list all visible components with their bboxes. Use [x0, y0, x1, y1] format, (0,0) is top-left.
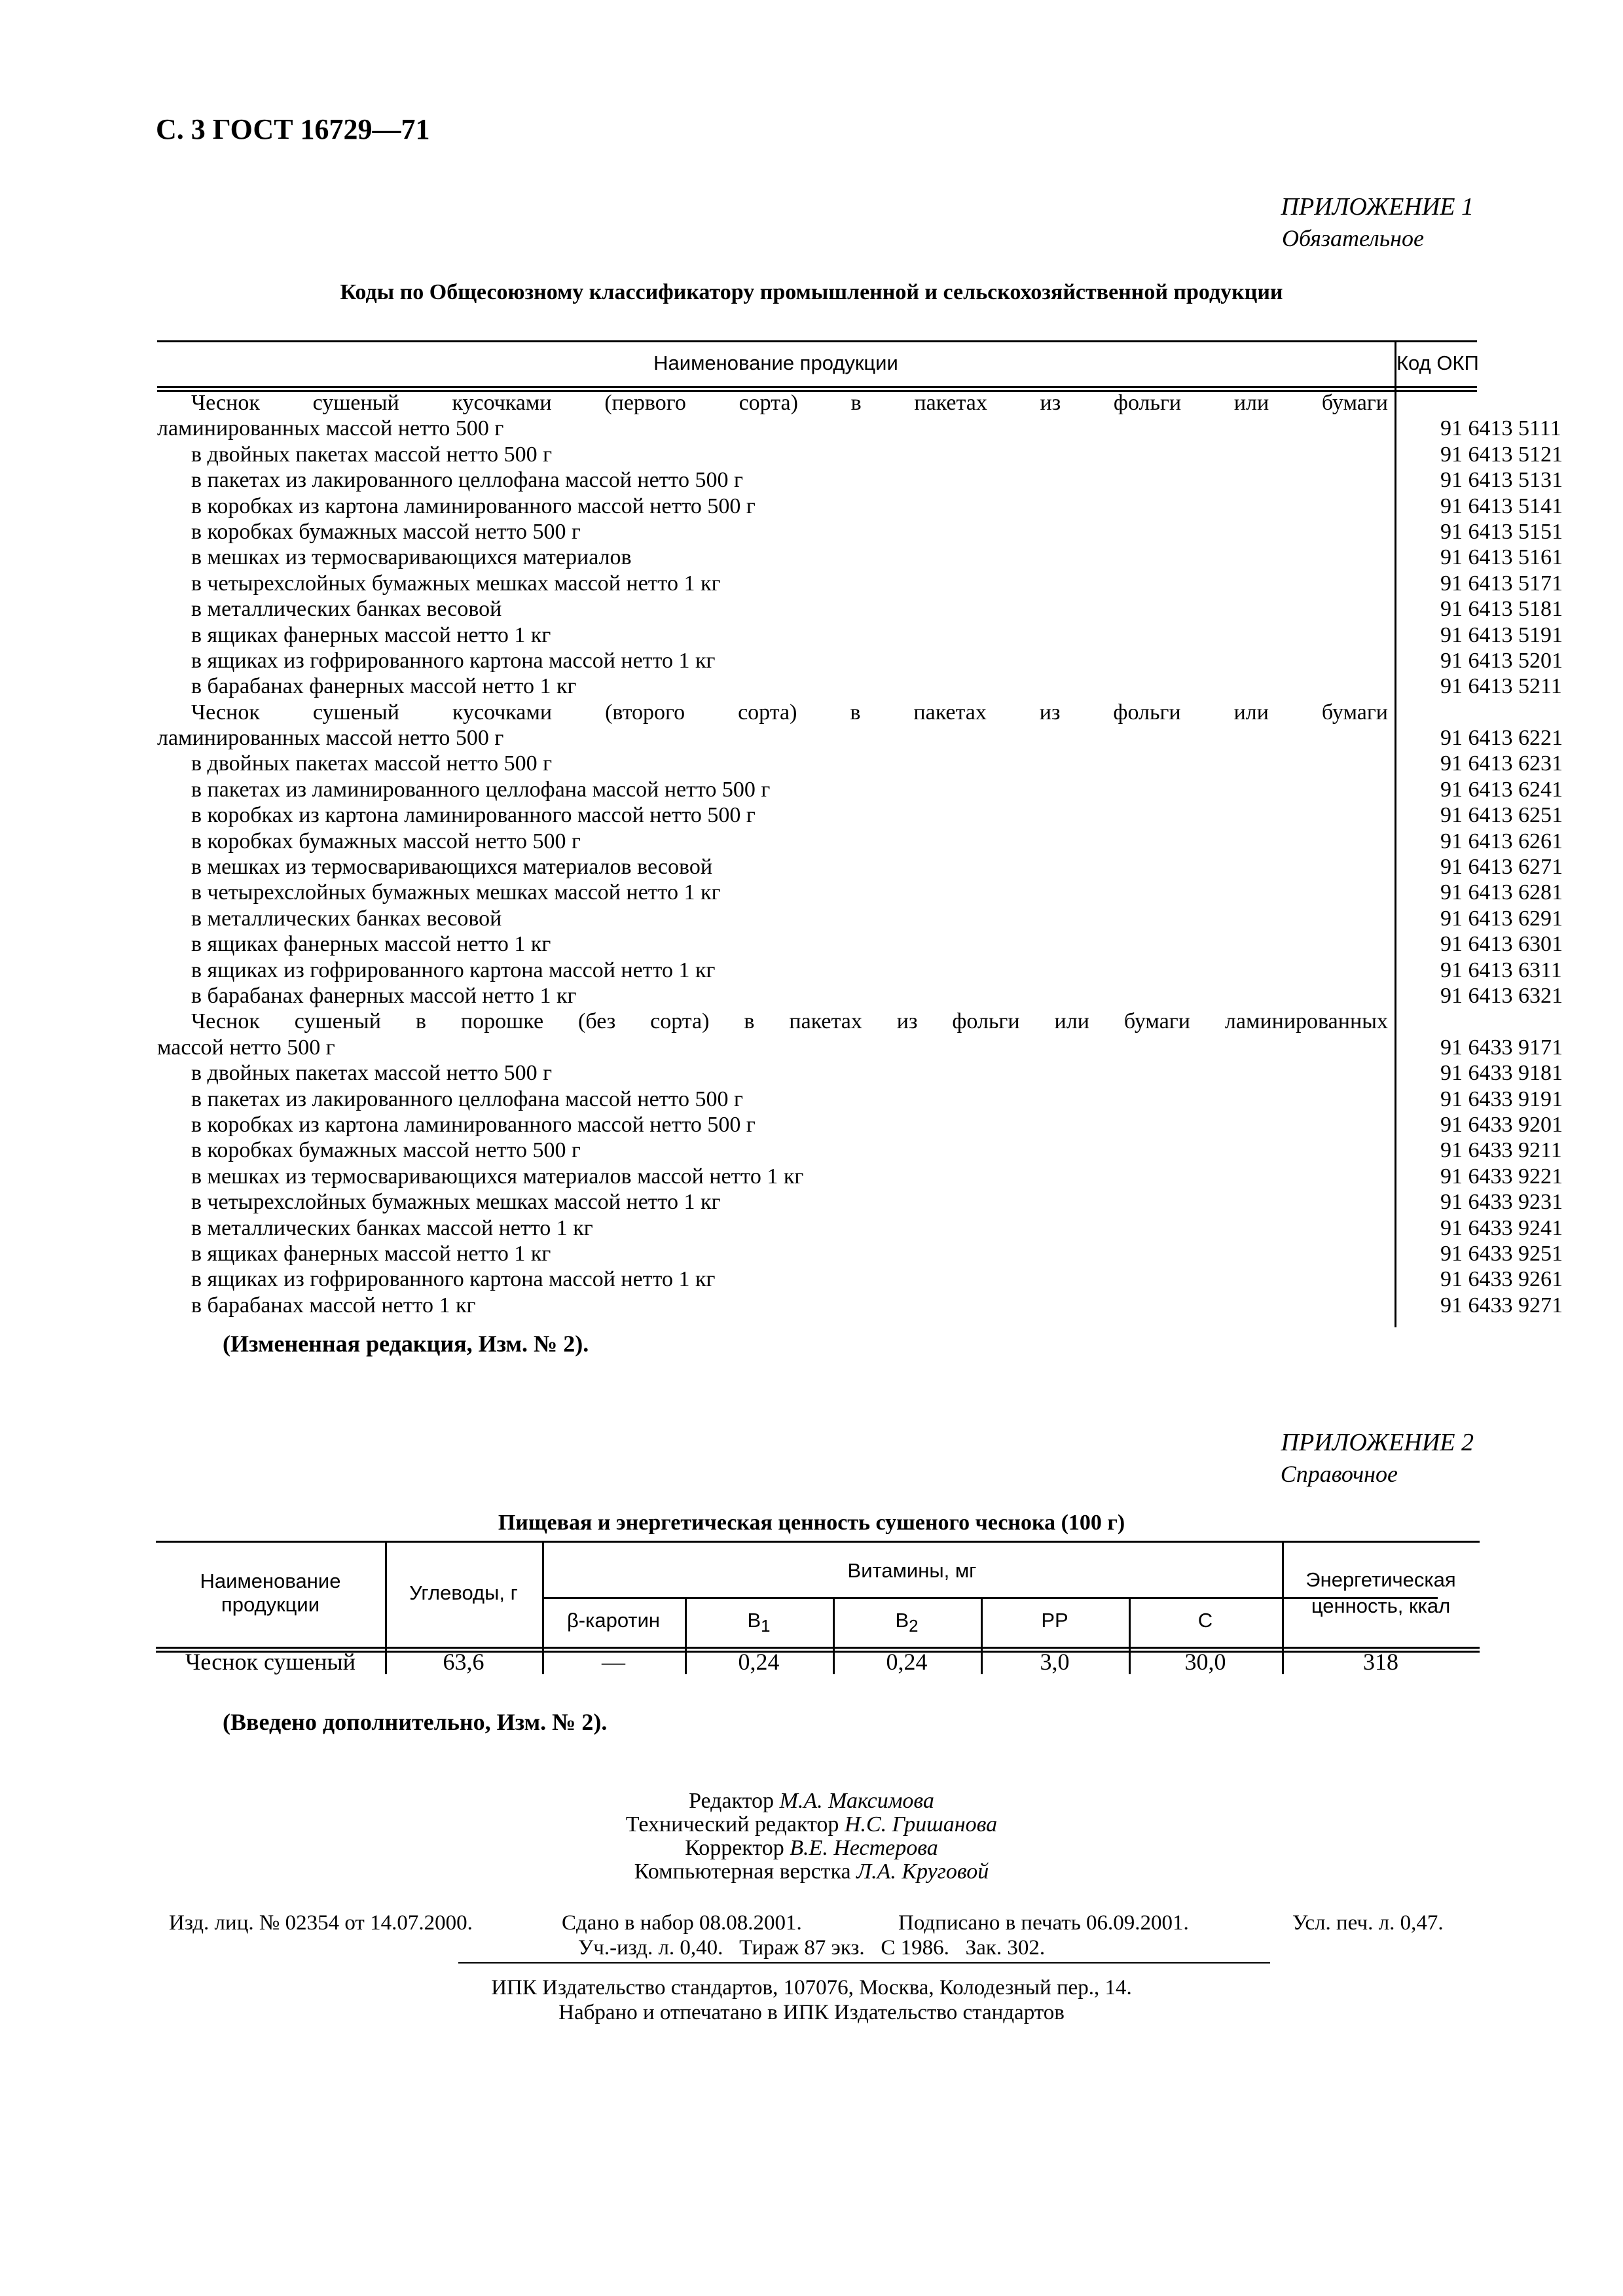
- okp-code-cell: 91 6433 9261: [1440, 1267, 1563, 1292]
- product-name-cell: в коробках из картона ламинированного массой нетто 500 г: [191, 493, 756, 518]
- okp-code-cell: 91 6413 5141: [1440, 493, 1563, 518]
- row-pp: 3,0: [1040, 1649, 1070, 1675]
- product-name-cell: в ящиках из гофрированного картона массой нетто 1 кг: [191, 958, 716, 982]
- publishing-print-sheets: Усл. печ. л. 0,47.: [1292, 1911, 1444, 1935]
- footer-publisher: ИПК Издательство стандартов, 107076, Москва, Колодезный пер., 14.: [491, 1976, 1132, 2000]
- product-name-cell: в барабанах массой нетто 1 кг: [191, 1293, 476, 1318]
- okp-code-cell: 91 6433 9181: [1440, 1061, 1563, 1086]
- table-row: [157, 1009, 1477, 1034]
- publishing-details: Уч.-изд. л. 0,40. Тираж 87 экз. С 1986. Зак. 302.: [577, 1936, 1046, 1960]
- header-b2-letter: B: [895, 1609, 909, 1632]
- row-c: 30,0: [1184, 1649, 1226, 1675]
- table-row: [157, 545, 1563, 570]
- appendix-2-title: ПРИЛОЖЕНИЕ 2: [1281, 1429, 1474, 1456]
- okp-code-cell: 91 6433 9201: [1440, 1112, 1563, 1137]
- imprint-editor-label: Редактор: [689, 1789, 775, 1813]
- okp-code-cell: 91 6413 5121: [1440, 442, 1563, 467]
- table-row: [157, 596, 1563, 622]
- page-header: С. 3 ГОСТ 16729—71: [156, 113, 430, 145]
- table-row: [157, 983, 1563, 1009]
- table-row: [157, 1293, 1563, 1318]
- header-energy: Энергетическая ценность, ккал: [1305, 1568, 1456, 1617]
- header-b1: [685, 1609, 833, 1636]
- table-row: [157, 1086, 1563, 1112]
- table-row: [157, 442, 1563, 467]
- okp-code-cell: 91 6413 6271: [1440, 855, 1563, 880]
- column-header-code: [1396, 340, 1477, 386]
- product-name-cell: в пакетах из лакированного целлофана массой нетто 500 г: [191, 1086, 743, 1111]
- product-name-cell: в мешках из термосваривающихся материалов: [191, 545, 632, 570]
- header-product-name: Наименование продукции: [200, 1570, 341, 1616]
- header-rule-1: [157, 386, 1477, 388]
- product-name-cell: в пакетах из ламинированного целлофана массой нетто 500 г: [191, 777, 771, 802]
- okp-code-cell: 91 6413 5111: [1440, 416, 1561, 441]
- imprint-corrector-name: В.Е. Нестерова: [790, 1836, 938, 1860]
- product-name-cell: в металлических банках массой нетто 1 кг: [191, 1215, 593, 1240]
- table-row: [157, 1164, 1563, 1189]
- header-vitamins: Витамины, мг: [847, 1559, 977, 1582]
- okp-code-cell: 91 6413 5201: [1440, 648, 1563, 673]
- product-name-cell: в коробках из картона ламинированного массой нетто 500 г: [191, 803, 756, 828]
- okp-code-cell: 91 6413 5181: [1440, 597, 1563, 622]
- header-carbs: Углеводы, г: [409, 1581, 518, 1604]
- header-c: C: [1197, 1609, 1213, 1632]
- header-b1-sub: 1: [761, 1617, 771, 1636]
- header-b2-sub: 2: [909, 1617, 919, 1636]
- okp-code-cell: 91 6433 9221: [1440, 1164, 1563, 1189]
- product-name-cell: в металлических банках весовой: [191, 597, 502, 622]
- appendix-1-note: (Измененная редакция, Изм. № 2).: [223, 1331, 589, 1357]
- okp-code-cell: 91 6433 9191: [1440, 1086, 1563, 1111]
- table-row: [157, 648, 1563, 673]
- table-row: [157, 493, 1563, 519]
- okp-code-cell: 91 6413 6281: [1440, 880, 1563, 905]
- product-name-cell: Чеснок сушеный кусочками (первого сорта) в пакетах из фольги или бумаги: [191, 391, 1388, 415]
- table-row: [157, 390, 1477, 416]
- publishing-submitted: Сдано в набор 08.08.2001.: [562, 1911, 802, 1935]
- table-row: [157, 958, 1562, 983]
- okp-code-cell: 91 6433 9271: [1440, 1293, 1563, 1318]
- product-name-cell: в ящиках фанерных массой нетто 1 кг: [191, 932, 551, 957]
- footer-printed: Набрано и отпечатано в ИПК Издательство стандартов: [558, 2001, 1065, 2024]
- table-row: [157, 673, 1562, 699]
- column-header-code-label: Код ОКП: [1396, 351, 1479, 374]
- product-name-cell: в ящиках из гофрированного картона массой нетто 1 кг: [191, 648, 716, 673]
- row-product-name: Чеснок сушеный: [185, 1649, 356, 1675]
- header-pp: PP: [1041, 1609, 1068, 1632]
- row-energy: 318: [1363, 1649, 1398, 1675]
- okp-code-cell: 91 6413 5211: [1440, 674, 1562, 699]
- okp-code-cell: 91 6413 6301: [1440, 932, 1563, 957]
- product-name-cell: в коробках бумажных массой нетто 500 г: [191, 1138, 581, 1163]
- table-row: [157, 1035, 1563, 1060]
- table-row: [157, 519, 1563, 545]
- okp-code-cell: 91 6413 5151: [1440, 519, 1563, 544]
- product-name-cell: в коробках из картона ламинированного массой нетто 500 г: [191, 1112, 756, 1137]
- product-name-cell: в мешках из термосваривающихся материалов весовой: [191, 855, 713, 880]
- okp-code-cell: 91 6433 9241: [1440, 1215, 1563, 1240]
- product-name-cell: в двойных пакетах массой нетто 500 г: [191, 751, 553, 776]
- product-name-cell: в пакетах из лакированного целлофана массой нетто 500 г: [191, 468, 743, 493]
- table-row: [157, 777, 1563, 802]
- okp-code-cell: 91 6413 6241: [1440, 777, 1563, 802]
- table-row: [157, 1189, 1563, 1215]
- table-row: [157, 1112, 1563, 1138]
- product-name-cell: массой нетто 500 г: [157, 1035, 335, 1060]
- table-row: [157, 622, 1563, 648]
- okp-code-cell: 91 6413 6291: [1440, 906, 1563, 931]
- okp-code-cell: 91 6413 6321: [1440, 983, 1563, 1008]
- appendix-1-caption: Коды по Общесоюзному классификатору промышленной и сельскохозяйственной продукции: [340, 280, 1283, 304]
- table-row: [157, 1215, 1563, 1241]
- product-name-cell: в барабанах фанерных массой нетто 1 кг: [191, 983, 577, 1008]
- imprint-corrector: [0, 1837, 1623, 1860]
- table-row: [157, 829, 1563, 854]
- product-name-cell: в четырехслойных бумажных мешках массой нетто 1 кг: [191, 1190, 721, 1215]
- okp-code-cell: 91 6433 9211: [1440, 1138, 1562, 1163]
- product-name-cell: ламинированных массой нетто 500 г: [157, 416, 504, 441]
- column-header-name: Наименование продукции: [653, 351, 898, 374]
- publishing-license: Изд. лиц. № 02354 от 14.07.2000.: [169, 1911, 473, 1935]
- table-row: [157, 1138, 1562, 1163]
- table-row: [157, 467, 1563, 493]
- okp-code-cell: 91 6413 6231: [1440, 751, 1563, 776]
- appendix-2-subtitle: Справочное: [1280, 1461, 1398, 1487]
- imprint-tech-editor: [0, 1813, 1623, 1837]
- okp-code-cell: 91 6413 5161: [1440, 545, 1563, 570]
- table-row: [157, 906, 1563, 931]
- okp-code-cell: 91 6413 6311: [1440, 958, 1562, 982]
- row-beta-carotene: —: [602, 1649, 625, 1675]
- product-name-cell: в металлических банках весовой: [191, 906, 502, 931]
- table-row: [157, 880, 1563, 905]
- imprint-tech-editor-label: Технический редактор: [625, 1812, 839, 1837]
- product-name-cell: в коробках бумажных массой нетто 500 г: [191, 829, 581, 853]
- product-name-cell: в ящиках фанерных массой нетто 1 кг: [191, 1241, 551, 1266]
- okp-code-cell: 91 6433 9251: [1440, 1241, 1563, 1266]
- okp-code-cell: 91 6433 9171: [1440, 1035, 1563, 1060]
- table-row: [157, 751, 1563, 776]
- product-name-cell: в четырехслойных бумажных мешках массой нетто 1 кг: [191, 571, 721, 596]
- imprint-layout-label: Компьютерная верстка: [634, 1859, 851, 1884]
- table-row: [157, 571, 1563, 596]
- imprint-layout: [0, 1860, 1623, 1884]
- table-row: [157, 700, 1477, 725]
- product-name-cell: в двойных пакетах массой нетто 500 г: [191, 442, 553, 467]
- table-row: [157, 802, 1563, 828]
- imprint-editor: [0, 1789, 1623, 1813]
- okp-code-cell: 91 6413 6221: [1440, 726, 1563, 751]
- header-beta-carotene: β-каротин: [566, 1609, 661, 1632]
- okp-code-cell: 91 6413 5191: [1440, 622, 1563, 647]
- imprint-layout-name: Л.А. Круговой: [856, 1859, 989, 1884]
- table-row: [157, 1266, 1563, 1292]
- okp-code-cell: 91 6433 9231: [1440, 1190, 1563, 1215]
- product-name-cell: ламинированных массой нетто 500 г: [157, 726, 504, 751]
- imprint-corrector-label: Корректор: [685, 1836, 784, 1860]
- product-name-cell: в коробках бумажных массой нетто 500 г: [191, 519, 581, 544]
- nutrition-table: [156, 1541, 1480, 1674]
- appendix-2-caption: Пищевая и энергетическая ценность сушеного чеснока (100 г): [498, 1511, 1125, 1535]
- table-row: [157, 1060, 1563, 1086]
- okp-code-cell: 91 6413 6251: [1440, 803, 1563, 828]
- product-name-cell: в мешках из термосваривающихся материалов массой нетто 1 кг: [191, 1164, 804, 1189]
- row-carbs: 63,6: [443, 1649, 484, 1675]
- product-name-cell: в двойных пакетах массой нетто 500 г: [191, 1061, 553, 1086]
- header-b1-letter: B: [747, 1609, 761, 1632]
- product-name-cell: в барабанах фанерных массой нетто 1 кг: [191, 674, 577, 699]
- nutrition-top-rule: [156, 1541, 1480, 1543]
- table-row: [157, 854, 1563, 880]
- row-b1: 0,24: [738, 1649, 780, 1675]
- product-name-cell: в ящиках фанерных массой нетто 1 кг: [191, 622, 551, 647]
- appendix-1-subtitle: Обязательное: [1282, 225, 1424, 251]
- product-name-cell: в четырехслойных бумажных мешках массой нетто 1 кг: [191, 880, 721, 905]
- imprint: [0, 1789, 1623, 1884]
- table-row: [157, 1241, 1563, 1266]
- appendix-1-title: ПРИЛОЖЕНИЕ 1: [1281, 193, 1474, 221]
- table-row: [157, 931, 1563, 957]
- appendix-2-note: (Введено дополнительно, Изм. № 2).: [223, 1709, 608, 1735]
- imprint-tech-editor-name: Н.С. Гришанова: [844, 1812, 998, 1837]
- table-row: [157, 416, 1561, 441]
- footer: [0, 1975, 1623, 2025]
- okp-code-cell: 91 6413 5131: [1440, 468, 1563, 493]
- product-name-cell: в ящиках из гофрированного картона массой нетто 1 кг: [191, 1267, 716, 1292]
- appendix-2-heading: [1281, 1427, 1474, 1490]
- publishing-signed: Подписано в печать 06.09.2001.: [898, 1911, 1189, 1935]
- imprint-editor-name: М.А. Максимова: [779, 1789, 934, 1813]
- table-body: [157, 390, 1563, 1318]
- okp-code-cell: 91 6413 6261: [1440, 829, 1563, 853]
- product-name-cell: Чеснок сушеный в порошке (без сорта) в пакетах из фольги или бумаги ламинированных: [191, 1009, 1388, 1034]
- row-b2: 0,24: [886, 1649, 928, 1675]
- footer-separator: [458, 1962, 1270, 1964]
- table-row: [157, 725, 1563, 751]
- appendix-1-heading: [1281, 191, 1474, 254]
- okp-code-cell: 91 6413 5171: [1440, 571, 1563, 596]
- product-name-cell: Чеснок сушеный кусочками (второго сорта) в пакетах из фольги или бумаги: [191, 700, 1388, 725]
- header-b2: [833, 1609, 981, 1636]
